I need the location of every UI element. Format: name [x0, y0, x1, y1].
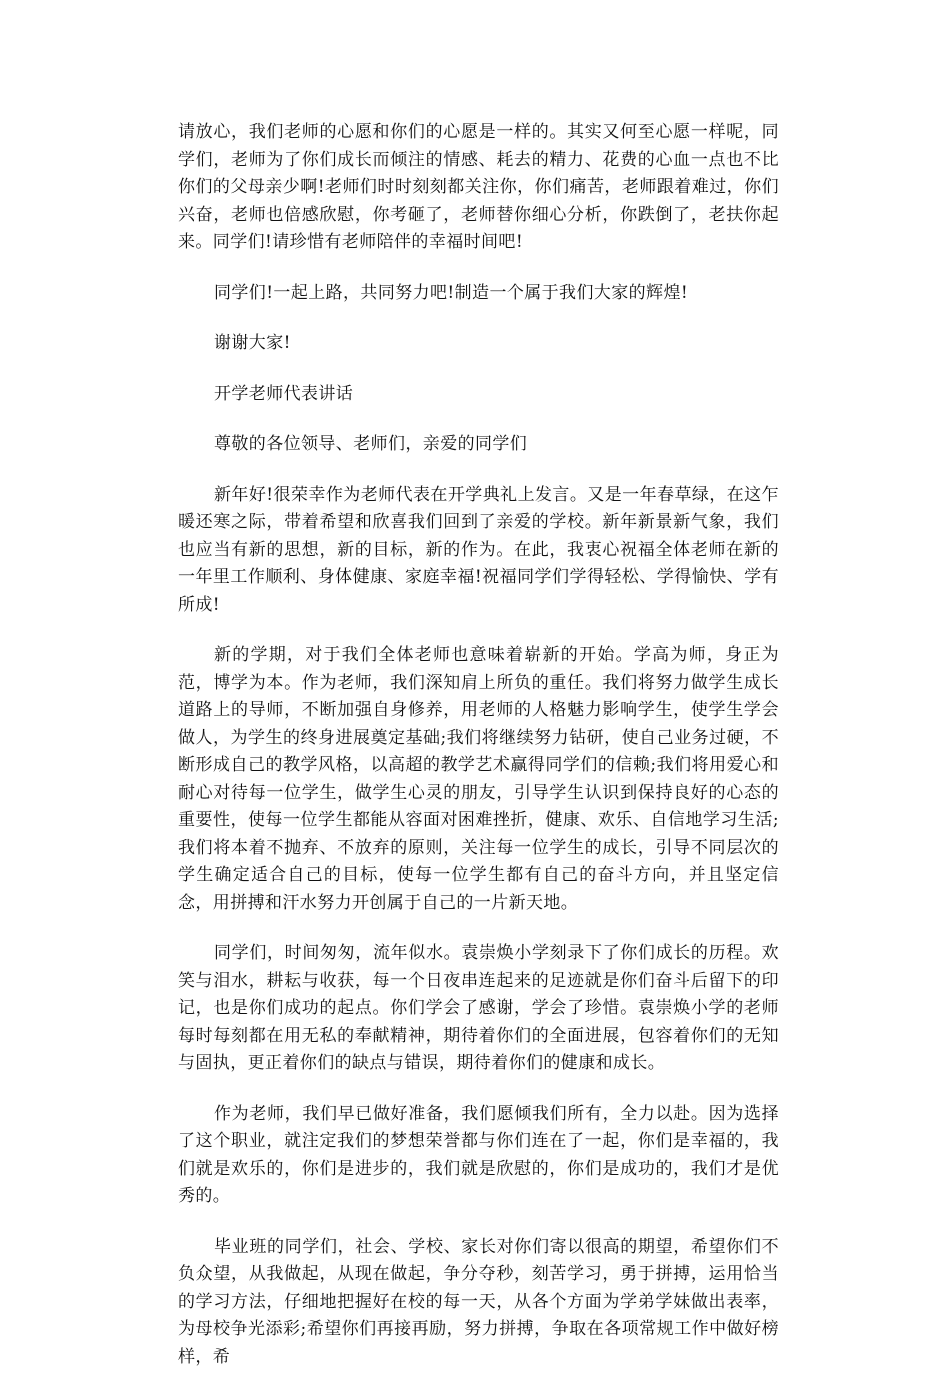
paragraph-3: 谢谢大家! [214, 333, 291, 353]
salutation: 尊敬的各位领导、老师们，亲爱的同学们 [214, 434, 528, 454]
paragraph-6: 新年好!很荣幸作为老师代表在开学典礼上发言。又是一年春草绿，在这乍暖还寒之际，带着希望和欣喜我们回到了亲爱的学校。新年新景新气象，我们也应当有新的思想，新的目标，新的作为。在此，我衷心祝福全体老师在新的一年里工作顺利、身体健康、家庭幸福!祝福同学们学得轻松、学得愉快、学有所成! [178, 484, 779, 615]
section-title: 开学老师代表讲话 [214, 383, 354, 404]
paragraph-7: 新的学期，对于我们全体老师也意味着崭新的开始。学高为师，身正为范，博学为本。作为老师，我们深知肩上所负的重任。我们将努力做学生成长道路上的导师，不断加强自身修养，用老师的人格魅力影响学生，使学生学会做人，为学生的终身进展奠定基础;我们将继续努力钻研，使自己业务过硬，不断形成自己的教学风格，以高超的教学艺术赢得同学们的信赖;我们将用爱心和耐心对待每一位学生，做学生心灵的朋友，引导学生认识到保持良好的心态的重要性，使每一位学生都能从容面对困难挫折，健康、欢乐、自信地学习生活;我们将本着不抛弃、不放弃的原则，关注每一位学生的成长，引导不同层次的学生确定适合自己的目标，使每一位学生都有自己的奋斗方向，并且坚定信念，用拼搏和汗水努力开创属于自己的一片新天地。 [178, 645, 779, 913]
document-body [178, 119, 779, 1394]
paragraph-10: 毕业班的同学们，社会、学校、家长对你们寄以很高的期望，希望你们不负众望，从我做起，从现在做起，争分夺秒，刻苦学习，勇于拼搏，运用恰当的学习方法，仔细地把握好在校的每一天，从各个方面为学弟学妹做出表率，为母校争光添彩;希望你们再接再励，努力拼搏，争取在各项常规工作中做好榜样，希 [178, 1236, 779, 1367]
paragraph-8: 同学们，时间匆匆，流年似水。袁崇焕小学刻录下了你们成长的历程。欢笑与泪水，耕耘与收获，每一个日夜串连起来的足迹就是你们奋斗后留下的印记，也是你们成功的起点。你们学会了感谢，学会了珍惜。袁崇焕小学的老师每时每刻都在用无私的奉献精神，期待着你们的全面进展，包容着你们的无知与固执，更正着你们的缺点与错误，期待着你们的健康和成长。 [178, 943, 779, 1073]
paragraph-2: 同学们!一起上路，共同努力吧!制造一个属于我们大家的辉煌! [214, 282, 689, 303]
paragraph-1: 请放心，我们老师的心愿和你们的心愿是一样的。其实又何至心愿一样呢，同学们，老师为了你们成长而倾注的情感、耗去的精力、花费的心血一点也不比你们的父母亲少啊!老师们时时刻刻都关注你，你们痛苦，老师跟着难过，你们兴奋，老师也倍感欣慰，你考砸了，老师替你细心分析，你跌倒了，老扶你起来。同学们!请珍惜有老师陪伴的幸福时间吧! [178, 122, 779, 252]
paragraph-9: 作为老师，我们早已做好准备，我们愿倾我们所有，全力以赴。因为选择了这个职业，就注定我们的梦想荣誉都与你们连在了一起，你们是幸福的，我们就是欢乐的，你们是进步的，我们就是欣慰的，你们是成功的，我们才是优秀的。 [178, 1103, 779, 1206]
